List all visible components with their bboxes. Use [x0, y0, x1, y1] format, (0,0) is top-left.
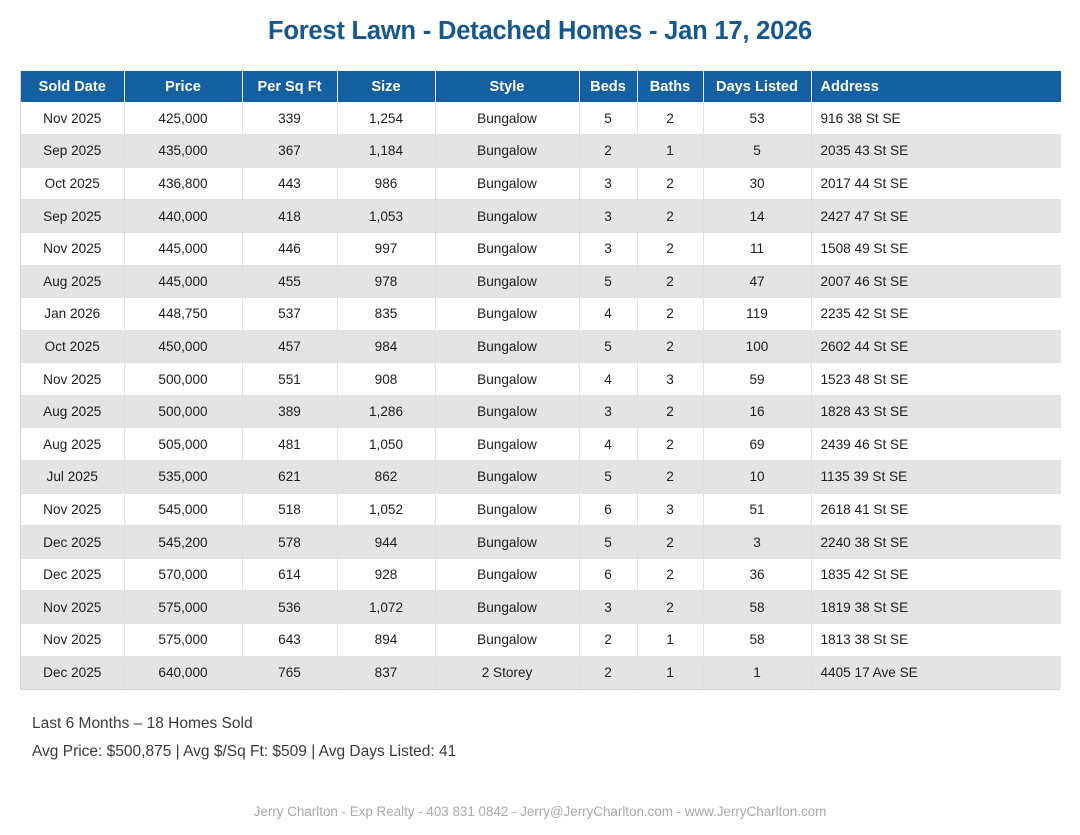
- cell-address: 4405 17 Ave SE: [811, 656, 1061, 689]
- cell-address: 2235 42 St SE: [811, 298, 1061, 331]
- cell-sold-date: Sep 2025: [21, 135, 124, 168]
- cell-address: 2618 41 St SE: [811, 493, 1061, 526]
- cell-price: 445,000: [124, 265, 242, 298]
- cell-style: Bungalow: [435, 493, 579, 526]
- cell-baths: 2: [637, 200, 703, 233]
- cell-days-listed: 51: [703, 493, 811, 526]
- cell-baths: 2: [637, 232, 703, 265]
- cell-address: 1819 38 St SE: [811, 591, 1061, 624]
- cell-days-listed: 16: [703, 395, 811, 428]
- column-header-per-sq-ft: Per Sq Ft: [242, 71, 337, 102]
- cell-beds: 3: [579, 167, 637, 200]
- cell-beds: 3: [579, 395, 637, 428]
- cell-style: Bungalow: [435, 102, 579, 135]
- cell-baths: 2: [637, 526, 703, 559]
- cell-style: Bungalow: [435, 591, 579, 624]
- cell-size: 944: [337, 526, 435, 559]
- table-row: [21, 624, 1061, 657]
- cell-address: 2439 46 St SE: [811, 428, 1061, 461]
- cell-price: 500,000: [124, 363, 242, 396]
- cell-size: 894: [337, 624, 435, 657]
- column-header-size: Size: [337, 71, 435, 102]
- table-body: [21, 102, 1061, 689]
- cell-style: Bungalow: [435, 232, 579, 265]
- cell-price: 436,800: [124, 167, 242, 200]
- table-row: [21, 526, 1061, 559]
- cell-beds: 4: [579, 298, 637, 331]
- page-title: Forest Lawn - Detached Homes - Jan 17, 2026: [267, 17, 813, 45]
- cell-address: 1523 48 St SE: [811, 363, 1061, 396]
- cell-sold-date: Dec 2025: [21, 558, 124, 591]
- cell-days-listed: 10: [703, 461, 811, 494]
- cell-price: 575,000: [124, 591, 242, 624]
- agent-credit-line: Jerry Charlton - Exp Realty - 403 831 0842 - Jerry@JerryCharlton.com - www.JerryCharlton.com: [253, 804, 827, 819]
- cell-per-sq-ft: 418: [242, 200, 337, 233]
- cell-days-listed: 5: [703, 135, 811, 168]
- cell-beds: 4: [579, 363, 637, 396]
- cell-baths: 2: [637, 298, 703, 331]
- cell-days-listed: 36: [703, 558, 811, 591]
- table-row: [21, 656, 1061, 689]
- cell-baths: 2: [637, 330, 703, 363]
- cell-per-sq-ft: 537: [242, 298, 337, 331]
- cell-beds: 5: [579, 526, 637, 559]
- cell-days-listed: 47: [703, 265, 811, 298]
- sold-homes-table-container: [20, 71, 1060, 690]
- cell-per-sq-ft: 551: [242, 363, 337, 396]
- cell-baths: 2: [637, 461, 703, 494]
- cell-address: 2035 43 St SE: [811, 135, 1061, 168]
- cell-days-listed: 59: [703, 363, 811, 396]
- cell-price: 435,000: [124, 135, 242, 168]
- cell-style: Bungalow: [435, 526, 579, 559]
- cell-per-sq-ft: 339: [242, 102, 337, 135]
- cell-address: 1508 49 St SE: [811, 232, 1061, 265]
- cell-days-listed: 3: [703, 526, 811, 559]
- cell-beds: 3: [579, 591, 637, 624]
- cell-days-listed: 58: [703, 624, 811, 657]
- cell-days-listed: 58: [703, 591, 811, 624]
- cell-size: 1,184: [337, 135, 435, 168]
- cell-baths: 3: [637, 493, 703, 526]
- cell-days-listed: 30: [703, 167, 811, 200]
- cell-price: 545,000: [124, 493, 242, 526]
- cell-sold-date: Nov 2025: [21, 363, 124, 396]
- cell-address: 1135 39 St SE: [811, 461, 1061, 494]
- cell-sold-date: Nov 2025: [21, 493, 124, 526]
- table-row: [21, 135, 1061, 168]
- cell-address: 2602 44 St SE: [811, 330, 1061, 363]
- cell-days-listed: 14: [703, 200, 811, 233]
- column-header-address: Address: [811, 71, 1061, 102]
- cell-address: 2240 38 St SE: [811, 526, 1061, 559]
- cell-sold-date: Nov 2025: [21, 591, 124, 624]
- summary-line-averages: Avg Price: $500,875 | Avg $/Sq Ft: $509 | Avg Days Listed: 41: [32, 743, 457, 761]
- cell-beds: 2: [579, 656, 637, 689]
- cell-size: 1,050: [337, 428, 435, 461]
- column-header-days-listed: Days Listed: [703, 71, 811, 102]
- cell-price: 505,000: [124, 428, 242, 461]
- table-row: [21, 493, 1061, 526]
- cell-price: 425,000: [124, 102, 242, 135]
- sold-homes-table: [21, 71, 1061, 689]
- cell-per-sq-ft: 578: [242, 526, 337, 559]
- cell-size: 1,286: [337, 395, 435, 428]
- table-row: [21, 330, 1061, 363]
- cell-beds: 5: [579, 461, 637, 494]
- cell-beds: 4: [579, 428, 637, 461]
- cell-per-sq-ft: 614: [242, 558, 337, 591]
- cell-size: 928: [337, 558, 435, 591]
- cell-per-sq-ft: 643: [242, 624, 337, 657]
- cell-sold-date: Aug 2025: [21, 428, 124, 461]
- cell-sold-date: Nov 2025: [21, 232, 124, 265]
- cell-address: 2017 44 St SE: [811, 167, 1061, 200]
- cell-beds: 5: [579, 330, 637, 363]
- cell-style: 2 Storey: [435, 656, 579, 689]
- table-row: [21, 428, 1061, 461]
- cell-style: Bungalow: [435, 363, 579, 396]
- cell-beds: 2: [579, 624, 637, 657]
- cell-sold-date: Dec 2025: [21, 656, 124, 689]
- cell-size: 862: [337, 461, 435, 494]
- summary-line-period: Last 6 Months – 18 Homes Sold: [32, 714, 253, 732]
- cell-size: 908: [337, 363, 435, 396]
- column-header-sold-date: Sold Date: [21, 71, 124, 102]
- cell-sold-date: Dec 2025: [21, 526, 124, 559]
- cell-baths: 2: [637, 428, 703, 461]
- table-row: [21, 363, 1061, 396]
- cell-per-sq-ft: 621: [242, 461, 337, 494]
- cell-beds: 3: [579, 200, 637, 233]
- cell-per-sq-ft: 389: [242, 395, 337, 428]
- cell-size: 1,052: [337, 493, 435, 526]
- cell-size: 835: [337, 298, 435, 331]
- cell-price: 440,000: [124, 200, 242, 233]
- table-header: [21, 71, 1061, 102]
- cell-days-listed: 100: [703, 330, 811, 363]
- cell-size: 1,254: [337, 102, 435, 135]
- cell-baths: 2: [637, 167, 703, 200]
- cell-price: 570,000: [124, 558, 242, 591]
- column-header-price: Price: [124, 71, 242, 102]
- cell-baths: 2: [637, 558, 703, 591]
- cell-style: Bungalow: [435, 461, 579, 494]
- cell-days-listed: 1: [703, 656, 811, 689]
- cell-baths: 1: [637, 135, 703, 168]
- cell-style: Bungalow: [435, 135, 579, 168]
- cell-per-sq-ft: 536: [242, 591, 337, 624]
- cell-sold-date: Aug 2025: [21, 395, 124, 428]
- cell-baths: 2: [637, 102, 703, 135]
- cell-price: 575,000: [124, 624, 242, 657]
- cell-price: 535,000: [124, 461, 242, 494]
- cell-style: Bungalow: [435, 298, 579, 331]
- cell-sold-date: Oct 2025: [21, 330, 124, 363]
- table-row: [21, 395, 1061, 428]
- cell-baths: 2: [637, 395, 703, 428]
- cell-price: 545,200: [124, 526, 242, 559]
- cell-sold-date: Jan 2026: [21, 298, 124, 331]
- cell-sold-date: Nov 2025: [21, 624, 124, 657]
- cell-baths: 2: [637, 265, 703, 298]
- cell-per-sq-ft: 455: [242, 265, 337, 298]
- table-header-row: [21, 71, 1061, 102]
- table-row: [21, 558, 1061, 591]
- cell-price: 640,000: [124, 656, 242, 689]
- cell-size: 984: [337, 330, 435, 363]
- column-header-baths: Baths: [637, 71, 703, 102]
- cell-days-listed: 11: [703, 232, 811, 265]
- cell-days-listed: 119: [703, 298, 811, 331]
- cell-beds: 2: [579, 135, 637, 168]
- cell-price: 448,750: [124, 298, 242, 331]
- cell-address: 2427 47 St SE: [811, 200, 1061, 233]
- cell-size: 1,072: [337, 591, 435, 624]
- cell-baths: 1: [637, 624, 703, 657]
- cell-address: 1835 42 St SE: [811, 558, 1061, 591]
- cell-sold-date: Aug 2025: [21, 265, 124, 298]
- cell-size: 837: [337, 656, 435, 689]
- cell-beds: 6: [579, 493, 637, 526]
- cell-price: 500,000: [124, 395, 242, 428]
- cell-style: Bungalow: [435, 428, 579, 461]
- cell-per-sq-ft: 446: [242, 232, 337, 265]
- cell-size: 986: [337, 167, 435, 200]
- cell-sold-date: Jul 2025: [21, 461, 124, 494]
- cell-style: Bungalow: [435, 330, 579, 363]
- cell-baths: 1: [637, 656, 703, 689]
- table-row: [21, 102, 1061, 135]
- cell-baths: 2: [637, 591, 703, 624]
- cell-beds: 6: [579, 558, 637, 591]
- cell-beds: 5: [579, 102, 637, 135]
- cell-style: Bungalow: [435, 265, 579, 298]
- cell-price: 445,000: [124, 232, 242, 265]
- cell-per-sq-ft: 481: [242, 428, 337, 461]
- cell-beds: 3: [579, 232, 637, 265]
- cell-address: 1813 38 St SE: [811, 624, 1061, 657]
- cell-price: 450,000: [124, 330, 242, 363]
- cell-size: 978: [337, 265, 435, 298]
- cell-days-listed: 53: [703, 102, 811, 135]
- table-row: [21, 298, 1061, 331]
- cell-address: 2007 46 St SE: [811, 265, 1061, 298]
- cell-days-listed: 69: [703, 428, 811, 461]
- cell-baths: 3: [637, 363, 703, 396]
- cell-sold-date: Nov 2025: [21, 102, 124, 135]
- cell-sold-date: Oct 2025: [21, 167, 124, 200]
- cell-size: 997: [337, 232, 435, 265]
- cell-per-sq-ft: 457: [242, 330, 337, 363]
- cell-size: 1,053: [337, 200, 435, 233]
- column-header-style: Style: [435, 71, 579, 102]
- cell-style: Bungalow: [435, 200, 579, 233]
- table-row: [21, 461, 1061, 494]
- table-row: [21, 167, 1061, 200]
- cell-style: Bungalow: [435, 395, 579, 428]
- table-row: [21, 200, 1061, 233]
- cell-sold-date: Sep 2025: [21, 200, 124, 233]
- cell-address: 916 38 St SE: [811, 102, 1061, 135]
- cell-address: 1828 43 St SE: [811, 395, 1061, 428]
- cell-per-sq-ft: 518: [242, 493, 337, 526]
- cell-beds: 5: [579, 265, 637, 298]
- cell-style: Bungalow: [435, 624, 579, 657]
- cell-style: Bungalow: [435, 167, 579, 200]
- table-row: [21, 265, 1061, 298]
- column-header-beds: Beds: [579, 71, 637, 102]
- cell-per-sq-ft: 367: [242, 135, 337, 168]
- table-row: [21, 591, 1061, 624]
- cell-per-sq-ft: 765: [242, 656, 337, 689]
- cell-per-sq-ft: 443: [242, 167, 337, 200]
- cell-style: Bungalow: [435, 558, 579, 591]
- table-row: [21, 232, 1061, 265]
- summary-block: [32, 710, 1080, 767]
